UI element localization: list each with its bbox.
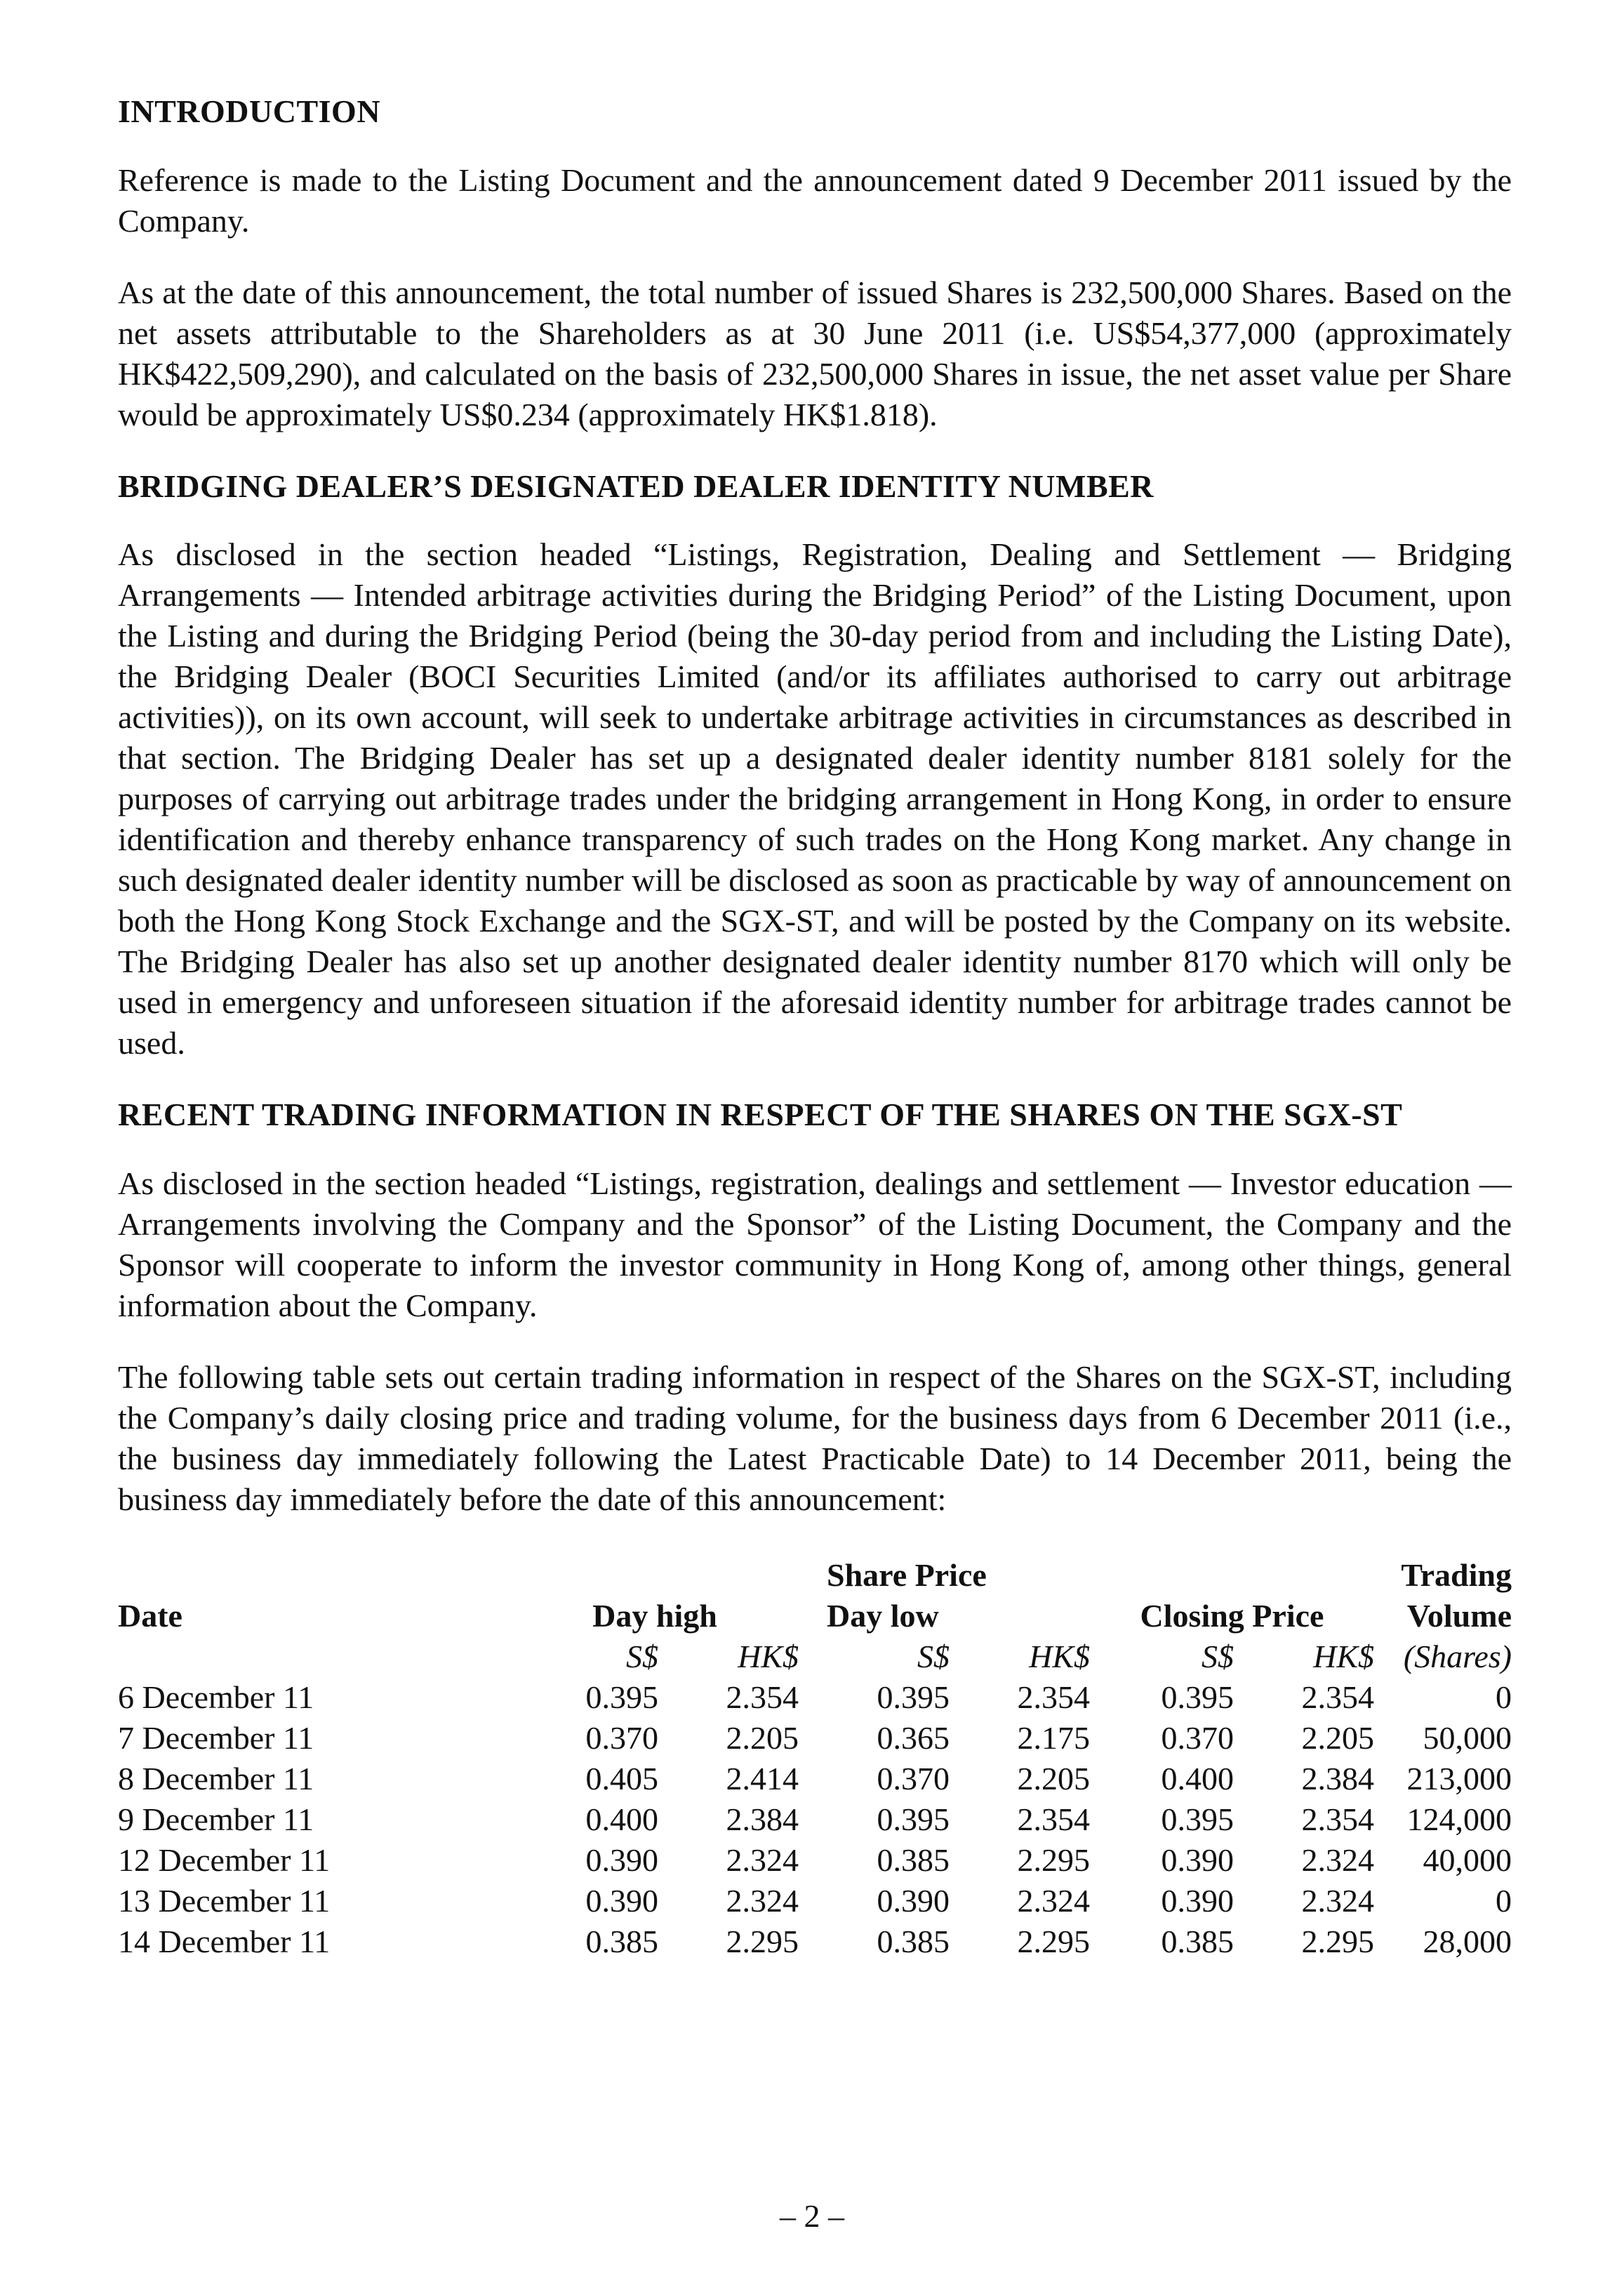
cell-volume: 124,000 xyxy=(1406,1801,1512,1837)
cell-close-hkd: 2.205 xyxy=(1301,1719,1374,1756)
cell-volume: 28,000 xyxy=(1423,1923,1512,1959)
table-header-row-2 xyxy=(118,1596,1512,1636)
unit-hkd-close: HK$ xyxy=(1313,1638,1374,1674)
cell-date: 13 December 11 xyxy=(118,1882,331,1919)
paragraph-investor-education: As disclosed in the section headed “Listings, registration, dealings and settlement — Investor education — Arrangements involving the Company and the Sponsor” of the Listing Document, the Company and the Sponsor will cooperate to inform the investor community in Hong Kong of, among other things, general information about the Company. xyxy=(118,1165,1512,1323)
cell-date: 6 December 11 xyxy=(118,1679,314,1715)
cell-close-sgd: 0.400 xyxy=(1161,1760,1234,1796)
unit-sgd-close: S$ xyxy=(1202,1638,1234,1674)
cell-date: 12 December 11 xyxy=(118,1841,331,1878)
table-row xyxy=(118,1921,1512,1962)
cell-date: 8 December 11 xyxy=(118,1760,314,1796)
table-row xyxy=(118,1718,1512,1759)
cell-close-sgd: 0.395 xyxy=(1161,1801,1234,1837)
cell-high-hkd: 2.295 xyxy=(726,1923,799,1959)
table-row xyxy=(118,1759,1512,1799)
date-header: Date xyxy=(118,1597,182,1634)
cell-high-hkd: 2.384 xyxy=(726,1801,799,1837)
day-high-header: Day high xyxy=(592,1597,717,1634)
cell-low-sgd: 0.365 xyxy=(877,1719,950,1756)
cell-high-sgd: 0.390 xyxy=(585,1841,658,1878)
cell-high-hkd: 2.354 xyxy=(726,1679,799,1715)
cell-close-hkd: 2.384 xyxy=(1301,1760,1374,1796)
cell-close-hkd: 2.324 xyxy=(1301,1841,1374,1878)
cell-low-hkd: 2.324 xyxy=(1017,1882,1090,1919)
cell-low-sgd: 0.395 xyxy=(877,1679,950,1715)
unit-hkd-low: HK$ xyxy=(1029,1638,1090,1674)
table-row xyxy=(118,1840,1512,1881)
cell-high-sgd: 0.390 xyxy=(585,1882,658,1919)
cell-close-sgd: 0.370 xyxy=(1161,1719,1234,1756)
table-header-row-1 xyxy=(118,1555,1512,1596)
volume-header: Volume xyxy=(1406,1597,1512,1634)
cell-close-hkd: 2.295 xyxy=(1301,1923,1374,1959)
cell-low-hkd: 2.354 xyxy=(1017,1801,1090,1837)
cell-low-hkd: 2.295 xyxy=(1017,1841,1090,1878)
cell-low-sgd: 0.385 xyxy=(877,1923,950,1959)
cell-low-hkd: 2.175 xyxy=(1017,1719,1090,1756)
cell-high-hkd: 2.414 xyxy=(726,1760,799,1796)
cell-low-sgd: 0.390 xyxy=(877,1882,950,1919)
cell-high-hkd: 2.205 xyxy=(726,1719,799,1756)
cell-low-hkd: 2.295 xyxy=(1017,1923,1090,1959)
cell-high-sgd: 0.405 xyxy=(585,1760,658,1796)
cell-high-hkd: 2.324 xyxy=(726,1882,799,1919)
share-price-header: Share Price xyxy=(827,1556,987,1593)
cell-volume: 40,000 xyxy=(1423,1841,1512,1878)
cell-volume: 213,000 xyxy=(1406,1760,1512,1796)
cell-high-hkd: 2.324 xyxy=(726,1841,799,1878)
cell-high-sgd: 0.370 xyxy=(585,1719,658,1756)
cell-volume: 50,000 xyxy=(1423,1719,1512,1756)
day-low-header: Day low xyxy=(827,1597,939,1634)
cell-date: 9 December 11 xyxy=(118,1801,314,1837)
closing-price-header: Closing Price xyxy=(1140,1597,1324,1634)
cell-close-sgd: 0.390 xyxy=(1161,1882,1234,1919)
paragraph-reference: Reference is made to the Listing Document and the announcement dated 9 December 2011 issued by the Company. xyxy=(118,161,1512,239)
trading-header: Trading xyxy=(1401,1556,1512,1593)
trading-table xyxy=(118,1555,1512,1962)
paragraph-net-asset-value: As at the date of this announcement, the total number of issued Shares is 232,500,000 Shares. Based on the net assets attributable to the Shareholders as at 30 June 2011 (i.e. US$54,377,000 (approximately HK$422,509,290), and calculated on the basis of 232,500,000 Shares in issue, the net asset value per Share would be approximately US$0.234 (approximately HK$1.818). xyxy=(118,274,1512,432)
section-heading-trading-information: RECENT TRADING INFORMATION IN RESPECT OF THE SHARES ON THE SGX-ST xyxy=(118,1097,1403,1132)
page-number: – 2 – xyxy=(780,2198,844,2234)
cell-volume: 0 xyxy=(1496,1882,1512,1919)
cell-volume: 0 xyxy=(1496,1679,1512,1715)
paragraph-bridging-dealer: As disclosed in the section headed “Listings, Registration, Dealing and Settlement — Bridging Arrangements — Intended arbitrage activities during the Bridging Period” of the Listing Document, upon the Listing and during the Bridging Period (being the 30-day period from and including the Listing Date), the Bridging Dealer (BOCI Securities Limited (and/or its affiliates authorised to carry out arbitrage activities)), on its own account, will seek to undertake arbitrage activities in circumstances as described in that section. The Bridging Dealer has set up a designated dealer identity number 8181 solely for the purposes of carrying out arbitrage trades under the bridging arrangement in Hong Kong, in order to ensure identification and thereby enhance transparency of such trades on the Hong Kong market. Any change in such designated dealer identity number will be disclosed as soon as practicable by way of announcement on both the Hong Kong Stock Exchange and the SGX-ST, and will be posted by the Company on its website. The Bridging Dealer has also set up another designated dealer identity number 8170 which will only be used in emergency and unforeseen situation if the aforesaid identity number for arbitrage trades cannot be used. xyxy=(118,536,1512,1061)
cell-low-sgd: 0.385 xyxy=(877,1841,950,1878)
table-unit-row xyxy=(118,1636,1512,1677)
cell-date: 7 December 11 xyxy=(118,1719,314,1756)
document-content xyxy=(118,91,1512,1962)
cell-low-sgd: 0.370 xyxy=(877,1760,950,1796)
table-row xyxy=(118,1799,1512,1840)
paragraph-table-intro: The following table sets out certain trading information in respect of the Shares on the SGX-ST, including the Company’s daily closing price and trading volume, for the business days from 6 December 2011 (i.e., the business day immediately following the Latest Practicable Date) to 14 December 2011, being the business day immediately before the date of this announcement: xyxy=(118,1358,1512,1517)
cell-high-sgd: 0.400 xyxy=(585,1801,658,1837)
section-heading-bridging-dealer: BRIDGING DEALER’S DESIGNATED DEALER IDENTITY NUMBER xyxy=(118,468,1154,504)
cell-high-sgd: 0.395 xyxy=(585,1679,658,1715)
table-row xyxy=(118,1881,1512,1921)
unit-sgd-low: S$ xyxy=(917,1638,950,1674)
cell-close-hkd: 2.324 xyxy=(1301,1882,1374,1919)
cell-close-sgd: 0.395 xyxy=(1161,1679,1234,1715)
cell-close-hkd: 2.354 xyxy=(1301,1801,1374,1837)
unit-hkd-high: HK$ xyxy=(738,1638,799,1674)
cell-high-sgd: 0.385 xyxy=(585,1923,658,1959)
cell-low-sgd: 0.395 xyxy=(877,1801,950,1837)
cell-close-sgd: 0.390 xyxy=(1161,1841,1234,1878)
cell-date: 14 December 11 xyxy=(118,1923,331,1959)
section-heading-introduction: INTRODUCTION xyxy=(118,93,381,129)
cell-close-sgd: 0.385 xyxy=(1161,1923,1234,1959)
cell-low-hkd: 2.205 xyxy=(1017,1760,1090,1796)
cell-low-hkd: 2.354 xyxy=(1017,1679,1090,1715)
unit-shares: (Shares) xyxy=(1403,1638,1512,1674)
cell-close-hkd: 2.354 xyxy=(1301,1679,1374,1715)
unit-sgd-high: S$ xyxy=(626,1638,658,1674)
table-row xyxy=(118,1677,1512,1718)
